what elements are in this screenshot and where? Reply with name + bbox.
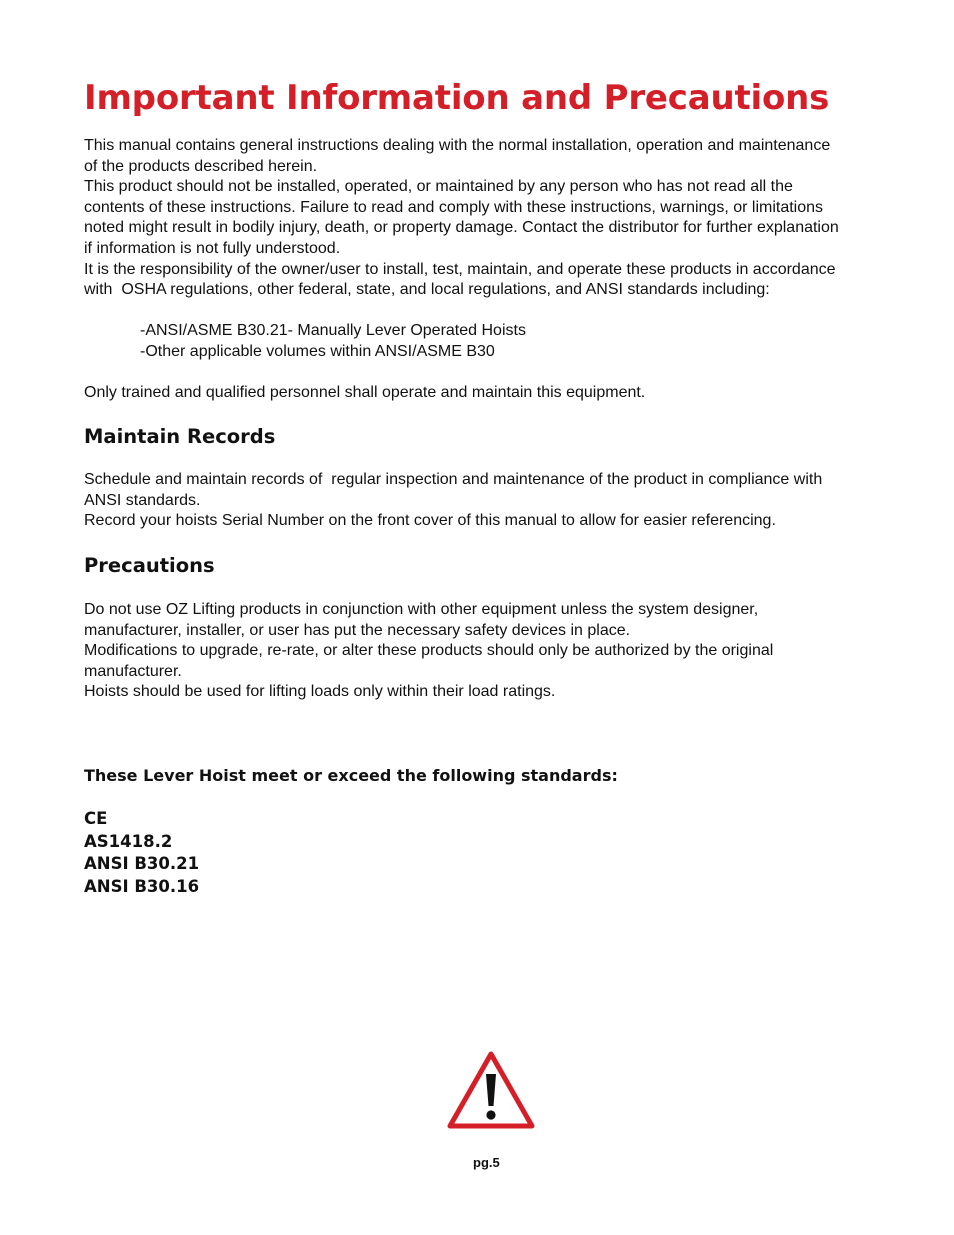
text-line: Schedule and maintain records of regular inspection and maintenance of the product in compliance with (84, 471, 823, 488)
page-number: pg.5 (473, 1155, 500, 1170)
text-line: Hoists should be used for lifting loads only within their load ratings. (84, 683, 556, 701)
text-line: contents of these instructions. Failure to read and comply with these instructions, warnings, or limitations (84, 198, 824, 216)
text-line: with OSHA regulations, other federal, state, and local regulations, and ANSI standards including: (84, 281, 770, 299)
text-line: This manual contains general instructions dealing with the normal installation, operation and maintenance (84, 137, 831, 154)
text-line: Only trained and qualified personnel shall operate and maintain this equipment. (84, 384, 646, 401)
text-line: manufacturer. (84, 662, 182, 680)
text-line: of the products described herein. (84, 157, 318, 175)
standard-item: ANSI B30.16 (84, 876, 200, 896)
standard-item: CE (84, 809, 108, 828)
standard-item: ANSI B30.21 (84, 854, 200, 873)
text-line: Do not use OZ Lifting products in conjunction with other equipment unless the system designer, (84, 601, 759, 618)
text-line: It is the responsibility of the owner/user to install, test, maintain, and operate these products in accordance (84, 260, 836, 278)
maintain-records-paragraph (84, 470, 904, 532)
list-item: -Other applicable volumes within ANSI/ASME B30 (140, 342, 495, 360)
trained-personnel-note (84, 383, 904, 404)
standard-item: AS1418.2 (84, 831, 173, 851)
intro-paragraph (84, 136, 904, 301)
text-line: Record your hoists Serial Number on the front cover of this manual to allow for easier referencing. (84, 512, 776, 530)
warning-triangle-icon (446, 1050, 536, 1130)
precautions-heading: Precautions (84, 554, 215, 577)
text-line: This product should not be installed, operated, or maintained by any person who has not read all the (84, 178, 793, 196)
maintain-records-heading: Maintain Records (84, 425, 276, 448)
text-line: if information is not fully understood. (84, 239, 341, 257)
compliance-heading: These Lever Hoist meet or exceed the following standards: (84, 766, 618, 785)
text-line: Modifications to upgrade, re-rate, or alter these products should only be authorized by the original (84, 642, 774, 660)
text-line: ANSI standards. (84, 491, 201, 509)
text-line: manufacturer, installer, or user has put the necessary safety devices in place. (84, 621, 631, 639)
precautions-paragraph (84, 600, 904, 703)
text-line: noted might result in bodily injury, death, or property damage. Contact the distributor for further explanation (84, 219, 839, 237)
list-item: -ANSI/ASME B30.21- Manually Lever Operated Hoists (140, 322, 526, 339)
page-title: Important Information and Precautions (84, 78, 830, 118)
ansi-standards-list (84, 321, 954, 362)
compliance-standards-list (84, 808, 199, 898)
